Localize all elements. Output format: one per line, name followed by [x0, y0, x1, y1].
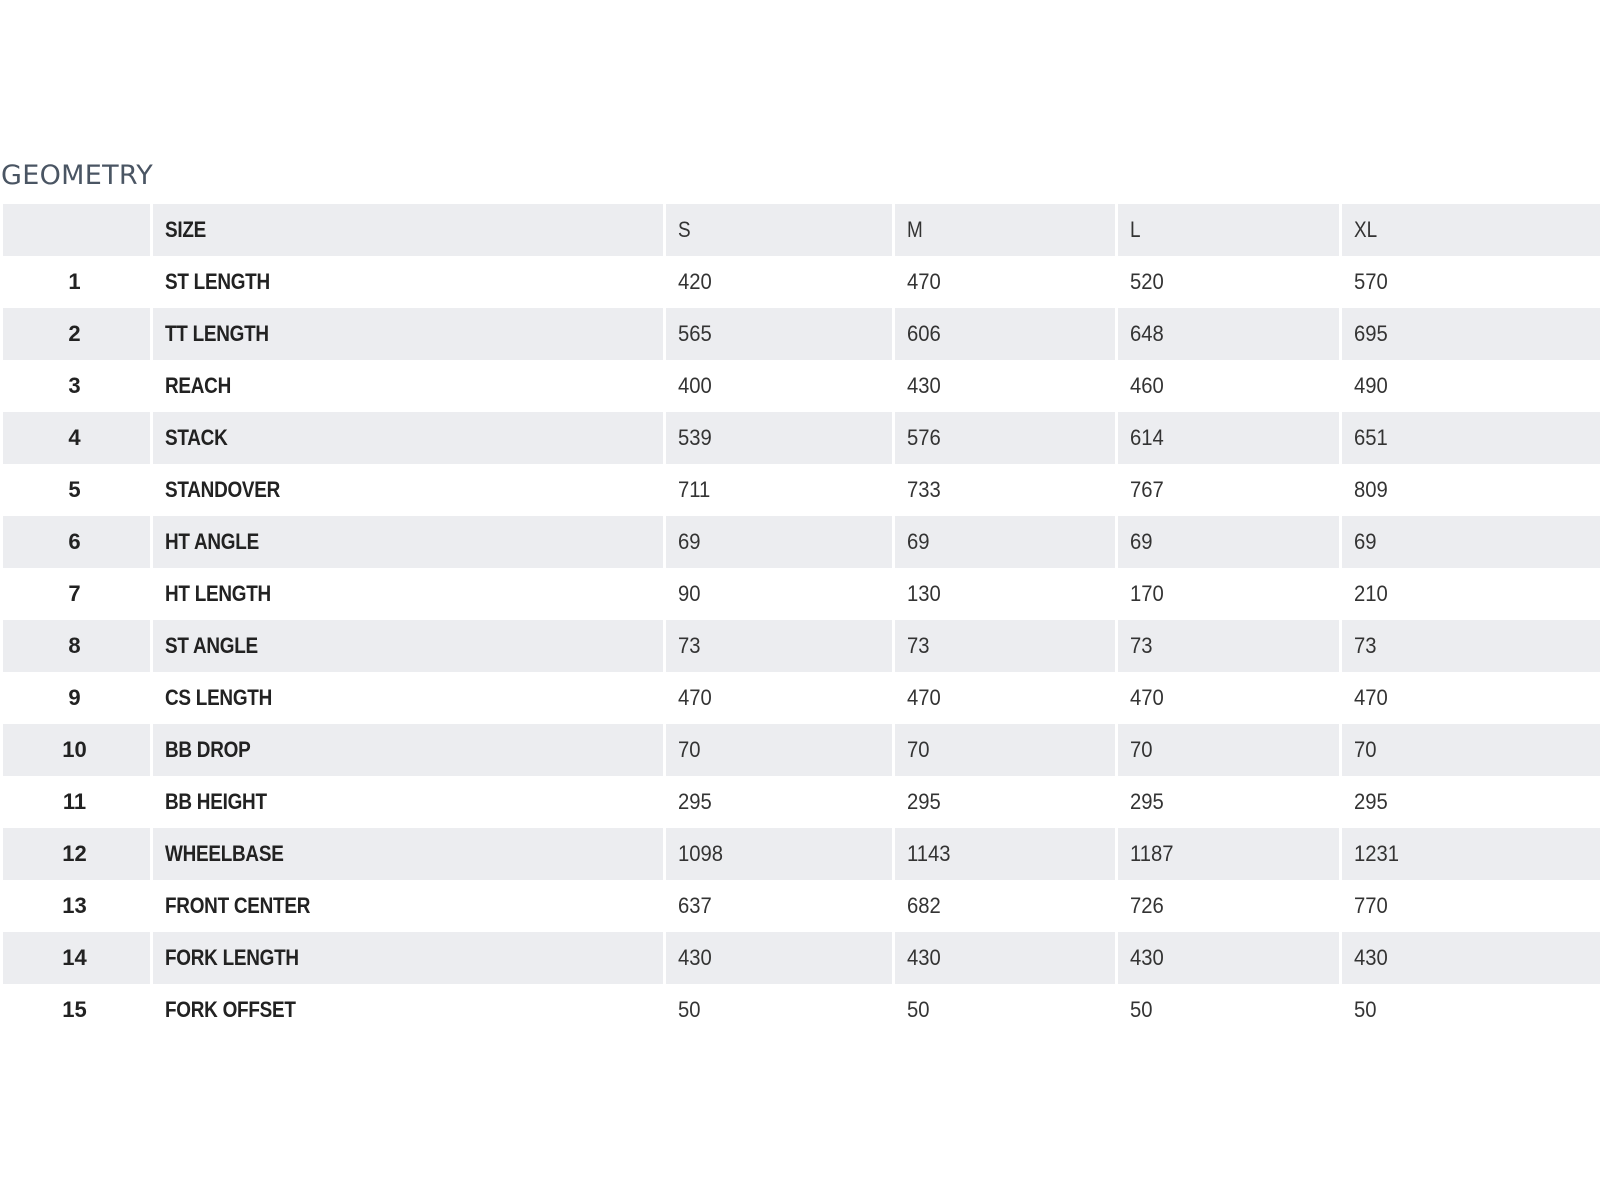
- row-label: CS LENGTH: [153, 672, 666, 724]
- table-row: [3, 516, 1600, 568]
- value-m: 733: [895, 464, 1118, 516]
- geometry-table: [3, 204, 1600, 1036]
- row-number: 12: [3, 828, 153, 880]
- value-xl: 73: [1342, 620, 1600, 672]
- value-xl: 809: [1354, 477, 1388, 502]
- value-l: 470: [1118, 672, 1342, 724]
- row-label: HT ANGLE: [153, 516, 666, 568]
- header-size-s: S: [666, 204, 895, 256]
- value-s: 470: [666, 672, 895, 724]
- row-number: 15: [3, 984, 153, 1036]
- value-l: 170: [1118, 568, 1342, 620]
- page-title: GEOMETRY: [1, 160, 154, 191]
- row-label: FORK OFFSET: [153, 984, 666, 1036]
- table-row: [3, 776, 1600, 828]
- value-l: 70: [1118, 724, 1342, 776]
- row-label: TT LENGTH: [153, 308, 666, 360]
- value-s: 420: [666, 256, 895, 308]
- table-row: [3, 672, 1600, 724]
- value-l: 69: [1118, 516, 1342, 568]
- table-row: [3, 828, 1600, 880]
- value-s: 50: [666, 984, 895, 1036]
- table-row: [3, 724, 1600, 776]
- value-m: 606: [895, 308, 1118, 360]
- value-l: 50: [1118, 984, 1342, 1036]
- table-row: [3, 984, 1600, 1036]
- value-m: 470: [895, 672, 1118, 724]
- value-l: 767: [1118, 464, 1342, 516]
- value-s: 637: [666, 880, 895, 932]
- value-l: 460: [1118, 360, 1342, 412]
- table-row: [3, 360, 1600, 412]
- value-s: 69: [666, 516, 895, 568]
- value-l: 648: [1118, 308, 1342, 360]
- row-number: 11: [3, 776, 153, 828]
- value-l: 73: [1118, 620, 1342, 672]
- row-number: 8: [3, 620, 153, 672]
- row-number: 2: [3, 308, 153, 360]
- value-m: 430: [895, 932, 1118, 984]
- row-label: WHEELBASE: [153, 828, 666, 880]
- value-m: 50: [895, 984, 1118, 1036]
- value-xl: 50: [1354, 997, 1377, 1022]
- value-s: 295: [666, 776, 895, 828]
- row-label: STANDOVER: [153, 464, 666, 516]
- value-m: 130: [895, 568, 1118, 620]
- row-number: 6: [3, 516, 153, 568]
- header-size-m: M: [895, 204, 1118, 256]
- table-row: [3, 464, 1600, 516]
- table-row: [3, 256, 1600, 308]
- value-m: 576: [895, 412, 1118, 464]
- value-l: 430: [1118, 932, 1342, 984]
- value-l: 1187: [1118, 828, 1342, 880]
- header-num-cell: [3, 204, 153, 256]
- row-label: FORK LENGTH: [153, 932, 666, 984]
- value-m: 682: [895, 880, 1118, 932]
- value-s: 565: [666, 308, 895, 360]
- value-m: 295: [895, 776, 1118, 828]
- value-xl: 470: [1354, 685, 1388, 710]
- value-s: 90: [666, 568, 895, 620]
- table-row: [3, 412, 1600, 464]
- value-xl: 1231: [1342, 828, 1600, 880]
- table-row: [3, 568, 1600, 620]
- row-label: STACK: [153, 412, 666, 464]
- value-s: 539: [666, 412, 895, 464]
- row-label: HT LENGTH: [153, 568, 666, 620]
- value-xl: 69: [1342, 516, 1600, 568]
- value-s: 73: [666, 620, 895, 672]
- row-label: FRONT CENTER: [153, 880, 666, 932]
- value-m: 430: [895, 360, 1118, 412]
- value-s: 1098: [666, 828, 895, 880]
- row-number: 3: [3, 360, 153, 412]
- value-xl: 651: [1342, 412, 1600, 464]
- row-number: 13: [3, 880, 153, 932]
- header-size-label: SIZE: [153, 204, 666, 256]
- row-number: 7: [3, 568, 153, 620]
- row-label: ST LENGTH: [153, 256, 666, 308]
- table-row: [3, 932, 1600, 984]
- table-row: [3, 308, 1600, 360]
- value-m: 70: [895, 724, 1118, 776]
- row-label: ST ANGLE: [153, 620, 666, 672]
- value-l: 726: [1118, 880, 1342, 932]
- row-label: REACH: [153, 360, 666, 412]
- value-m: 69: [895, 516, 1118, 568]
- value-xl: 695: [1342, 308, 1600, 360]
- value-xl: 490: [1354, 373, 1388, 398]
- row-number: 14: [3, 932, 153, 984]
- value-s: 430: [666, 932, 895, 984]
- header-size-l: L: [1118, 204, 1342, 256]
- value-xl: 70: [1342, 724, 1600, 776]
- row-number: 1: [3, 256, 153, 308]
- value-xl: 570: [1354, 269, 1388, 294]
- row-label: BB DROP: [153, 724, 666, 776]
- table-header-row: [3, 204, 1600, 256]
- row-label: BB HEIGHT: [153, 776, 666, 828]
- value-s: 711: [666, 464, 895, 516]
- value-l: 520: [1118, 256, 1342, 308]
- row-number: 10: [3, 724, 153, 776]
- table-row: [3, 880, 1600, 932]
- header-size-xl: XL: [1342, 204, 1600, 256]
- value-l: 295: [1118, 776, 1342, 828]
- table-row: [3, 620, 1600, 672]
- value-m: 1143: [895, 828, 1118, 880]
- value-m: 73: [895, 620, 1118, 672]
- value-xl: 430: [1342, 932, 1600, 984]
- value-l: 614: [1118, 412, 1342, 464]
- value-xl: 770: [1354, 893, 1388, 918]
- value-s: 70: [666, 724, 895, 776]
- row-number: 9: [3, 672, 153, 724]
- value-xl: 210: [1354, 581, 1388, 606]
- value-s: 400: [666, 360, 895, 412]
- row-number: 5: [3, 464, 153, 516]
- value-m: 470: [895, 256, 1118, 308]
- value-xl: 295: [1354, 789, 1388, 814]
- row-number: 4: [3, 412, 153, 464]
